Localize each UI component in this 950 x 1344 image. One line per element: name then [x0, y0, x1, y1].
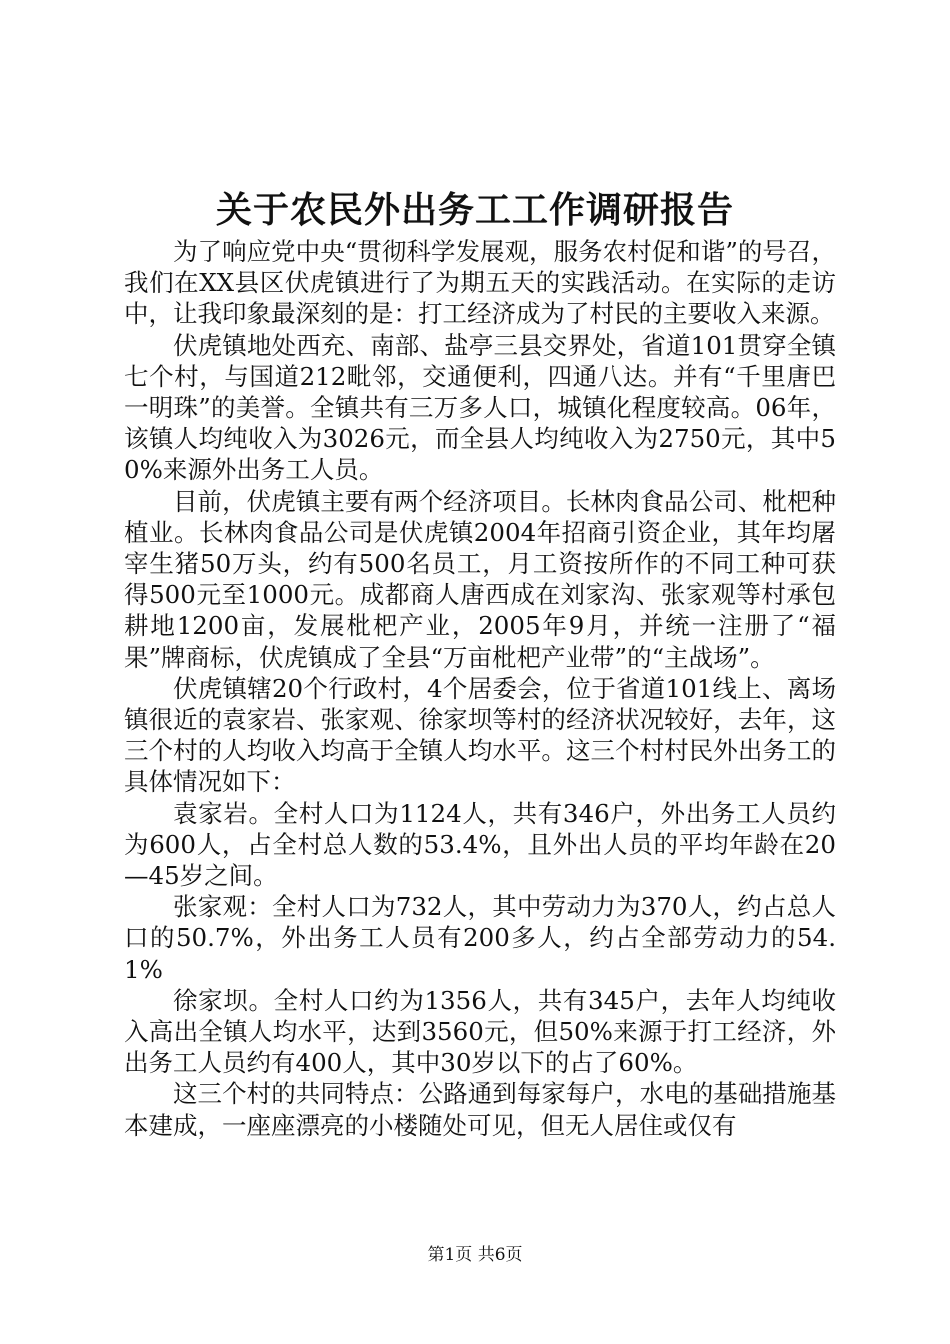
paragraph-economy: 目前，伏虎镇主要有两个经济项目。长林肉食品公司、枇杷种植业。长林肉食品公司是伏虎镇2004年招商引资企业，其年均屠宰生猪50万头，约有500名员工，月工资按所作的不同工种可获得500元至1000元。成都商人唐西成在刘家沟、张家观等村承包耕地1200亩，发展枇杷产业，2005年9月，并统一注册了“福果”牌商标，伏虎镇成了全县“万亩枇杷产业带”的“主战场”。: [124, 486, 836, 672]
document-body: [124, 236, 836, 1141]
page-number-footer: 第1页 共6页: [427, 1245, 523, 1265]
paragraph-xujiaba: 徐家坝。全村人口约为1356人，共有345户，去年人均纯收入高出全镇人均水平，达到3560元，但50%来源于打工经济，外出务工人员约有400人，其中30岁以下的占了60%。: [124, 985, 836, 1078]
paragraph-location: 伏虎镇地处西充、南部、盐亭三县交界处，省道101贯穿全镇七个村，与国道212毗邻，交通便利，四通八达。并有“千里唐巴一明珠”的美誉。全镇共有三万多人口，城镇化程度较高。06年，该镇人均纯收入为3026元，而全县人均纯收入为2750元，其中50%来源外出务工人员。: [124, 330, 836, 485]
paragraph-zhangjiaguan: 张家观：全村人口为732人，其中劳动力为370人，约占总人口的50.7%，外出务工人员有200多人，约占全部劳动力的54.1%: [124, 892, 836, 984]
paragraph-common-features: 这三个村的共同特点：公路通到每家每户，水电的基础措施基本建成，一座座漂亮的小楼随处可见，但无人居住或仅有: [124, 1079, 836, 1140]
paragraph-villages: 伏虎镇辖20个行政村，4个居委会，位于省道101线上、离场镇很近的袁家岩、张家观、徐家坝等村的经济状况较好，去年，这三个村的人均收入均高于全镇人均水平。这三个村村民外出务工的具体情况如下：: [124, 673, 836, 797]
paragraph-intro: 为了响应党中央“贯彻科学发展观，服务农村促和谐”的号召，我们在XX县区伏虎镇进行了为期五天的实践活动。在实际的走访中，让我印象最深刻的是：打工经济成为了村民的主要收入来源。: [124, 237, 836, 329]
paragraph-yuanjiayan: 袁家岩。全村人口为1124人，共有346户，外出务工人员约为600人，占全村总人数的53.4%，且外出人员的平均年龄在20—45岁之间。: [124, 798, 836, 891]
document-title: 关于农民外出务工工作调研报告: [215, 189, 734, 231]
